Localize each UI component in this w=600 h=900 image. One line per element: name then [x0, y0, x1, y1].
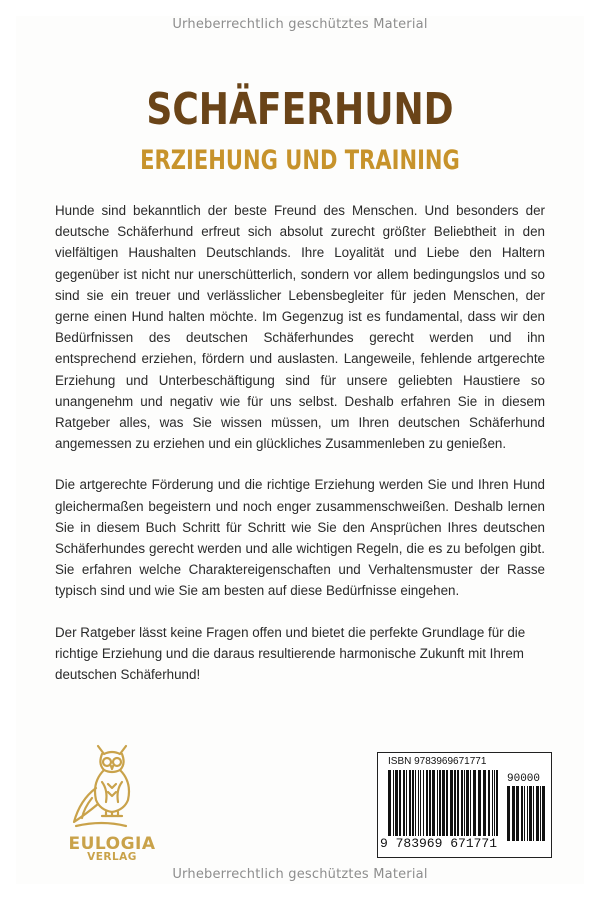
barcode-bar [540, 786, 541, 841]
book-subtitle: ERZIEHUNG UND TRAINING [140, 145, 460, 176]
barcode-bar [492, 770, 493, 836]
barcode-bar [395, 770, 398, 836]
barcode-bar [454, 770, 456, 836]
barcode-bar [529, 786, 532, 841]
blurb-paragraph-2: Die artgerechte Förderung und die richtige Erziehung werden Sie und Ihren Hund gleichermaßen begeistern und noch enger zusammenschweißen. Deshalb lernen Sie in diesem Buch Schritt für Schritt wie Sie den Ansprüchen Ihres deutschen Schäferhundes gerecht werden und alle wichtigen Regeln, die es zu befolgen gibt. Sie erfahren welche Charaktereigenschaften und Verhaltensmuster der Rasse typisch sind und wie Sie am besten auf diese Bedürfnisse eingehen. [55, 477, 545, 599]
barcode-bar [388, 770, 391, 836]
publisher-sub: VERLAG [87, 851, 137, 863]
barcode-bar [403, 770, 405, 836]
barcode-bar [483, 770, 486, 836]
barcode-bar [473, 770, 476, 836]
barcode-bar [439, 770, 441, 836]
barcode-bar [524, 786, 525, 841]
blurb-paragraph-3: Der Ratgeber lässt keine Fragen offen und bietet die perfekte Grundlage für die richtige Erziehung und die daraus resultierende harmonische Zukunft mit Ihrem deutschen Schäferhund! [55, 624, 526, 683]
barcode-digits: 9 783969 671771 [380, 836, 498, 851]
barcode-bar [507, 786, 510, 841]
barcode-bar [432, 770, 435, 836]
barcode-bar [412, 770, 414, 836]
barcode-bar [399, 770, 401, 836]
barcode-bar [464, 770, 465, 836]
barcode-bar [494, 770, 495, 836]
owl-logo-icon [62, 738, 162, 834]
barcode-bars [388, 770, 501, 836]
isbn-label: ISBN 9783969671771 [388, 756, 487, 767]
barcode-bar [409, 770, 411, 836]
barcode-bar [542, 786, 545, 841]
barcode-bar [457, 770, 459, 836]
isbn-barcode [377, 752, 552, 858]
barcode-bar [496, 770, 498, 836]
barcode-bar [446, 770, 448, 836]
barcode-bar [461, 770, 463, 836]
barcode-bar [527, 786, 528, 841]
barcode-addon-bars [507, 786, 547, 841]
copyright-watermark-top: Urheberrechtlich geschütztes Material [172, 17, 428, 32]
barcode-bar [533, 786, 534, 841]
barcode-bar [423, 770, 424, 836]
blurb-text [55, 200, 545, 705]
barcode-bar [426, 770, 428, 836]
barcode-bar [393, 770, 394, 836]
barcode-bar [488, 770, 490, 836]
barcode-bar [442, 770, 445, 836]
barcode-bar [512, 786, 515, 841]
barcode-bar [418, 770, 419, 836]
barcode-bar [406, 770, 407, 836]
barcode-bar [536, 786, 539, 841]
barcode-bar [420, 770, 421, 836]
barcode-addon-number: 90000 [507, 773, 541, 785]
publisher-name: EULOGIA [68, 834, 156, 854]
barcode-bar [470, 770, 471, 836]
barcode-bar [516, 786, 519, 841]
barcode-bar [450, 770, 453, 836]
barcode-bar [437, 770, 438, 836]
publisher-logo [62, 738, 162, 863]
blurb-paragraph-1: Hunde sind bekanntlich der beste Freund des Menschen. Und besonders der deutsche Schäferhund erfreut sich absolut zurecht größter Beliebtheit in den vielfältigen Haushalten Deutschlands. Ihre Loyalität und Liebe den Haltern gegenüber ist nicht nur unerschütterlich, sondern vor allem bedingungslos und so sind sie ein treuer und verlässlicher Lebensbegleiter für jeden Menschen, der gerne einen Hund halten möchte. Im Gegenzug ist es fundamental, dass wir den Bedürfnissen des deutschen Schäferhundes gerecht werden und ihn entsprechend erziehen, fördern und auslasten. Langeweile, fehlende artgerechte Erziehung und Unterbeschäftigung sind für unsere geliebten Haustiere so unangenehm und negativ wie für uns selbst. Deshalb erfahren Sie in diesem Ratgeber alles, was Sie wissen müssen, um Ihren deutschen Schäferhund angemessen zu erziehen und ein glückliches Zusammenleben zu genießen. [55, 203, 545, 452]
copyright-watermark-bottom: Urheberrechtlich geschütztes Material [172, 867, 428, 882]
book-title: SCHÄFERHUND [146, 84, 454, 135]
barcode-bar [521, 786, 523, 841]
barcode-bar [415, 770, 416, 836]
barcode-bar [466, 770, 469, 836]
barcode-bar [478, 770, 481, 836]
barcode-bar [429, 770, 431, 836]
